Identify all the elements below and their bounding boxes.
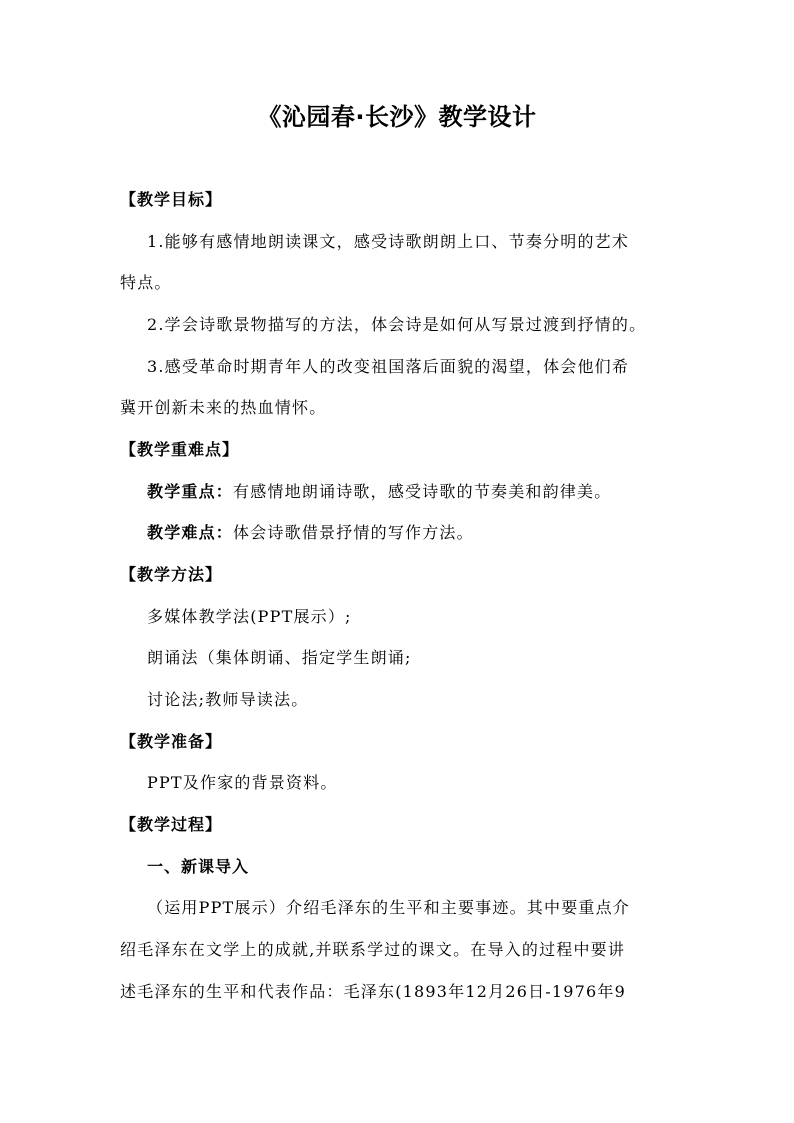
heading-key-points: 【教学重难点】 xyxy=(120,440,240,459)
key-difficulty-label: 教学难点： xyxy=(147,523,234,542)
key-difficulty-line xyxy=(147,521,474,545)
objective-2: 2.学会诗歌景物描写的方法，体会诗是如何从写景过渡到抒情的。 xyxy=(147,315,647,334)
process-para-line-1: （运用PPT展示）介绍毛泽东的生平和主要事迹。其中要重点介 xyxy=(147,898,631,917)
heading-preparation: 【教学准备】 xyxy=(120,732,223,751)
method-3: 讨论法;教师导读法。 xyxy=(147,690,309,709)
objective-3-line-2: 冀开创新未来的热血情怀。 xyxy=(120,398,327,417)
method-1: 多媒体教学法(PPT展示）; xyxy=(147,607,352,626)
key-focus-label: 教学重点： xyxy=(147,482,234,501)
process-step-1-heading: 一、新课导入 xyxy=(147,857,250,876)
objective-1-line-1: 1.能够有感情地朗读课文，感受诗歌朗朗上口、节奏分明的艺术 xyxy=(147,232,630,251)
key-difficulty-text: 体会诗歌借景抒情的写作方法。 xyxy=(233,523,474,542)
document-title: 《沁园春·长沙》教学设计 xyxy=(257,103,537,131)
process-para-line-2: 绍毛泽东在文学上的成就,并联系学过的课文。在导入的过程中要讲 xyxy=(120,940,626,959)
process-para-line-3: 述毛泽东的生平和代表作品：毛泽东(1893年12月26日-1976年9 xyxy=(120,982,626,1001)
objective-1-line-2: 特点。 xyxy=(120,273,172,292)
preparation-text: PPT及作家的背景资料。 xyxy=(147,773,338,792)
heading-process: 【教学过程】 xyxy=(120,815,223,834)
method-2: 朗诵法（集体朗诵、指定学生朗诵; xyxy=(147,648,412,667)
key-focus-line xyxy=(147,480,611,504)
objective-3-line-1: 3.感受革命时期青年人的改变祖国落后面貌的渴望，体会他们希 xyxy=(147,357,630,376)
key-focus-text: 有感情地朗诵诗歌，感受诗歌的节奏美和韵律美。 xyxy=(233,482,612,501)
heading-methods: 【教学方法】 xyxy=(120,565,223,584)
heading-objectives: 【教学目标】 xyxy=(120,190,223,209)
